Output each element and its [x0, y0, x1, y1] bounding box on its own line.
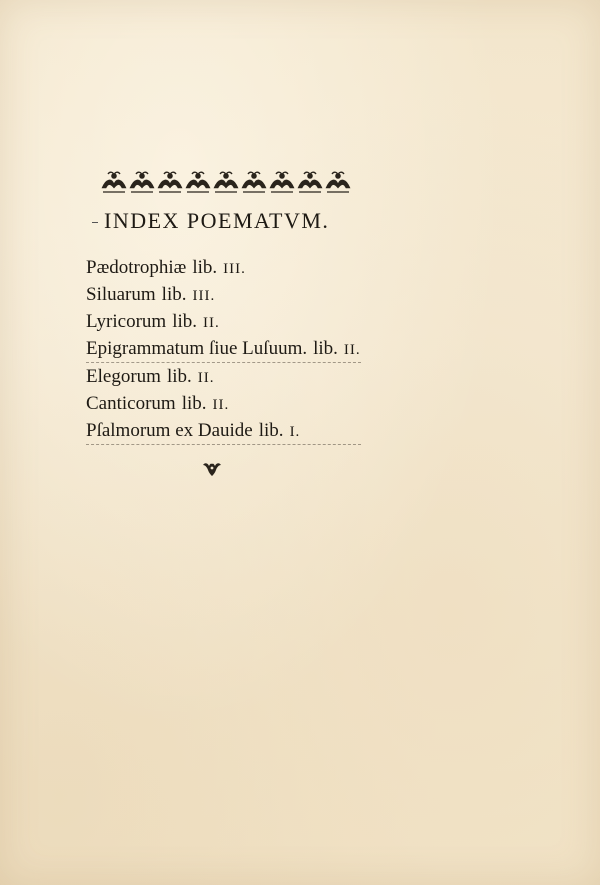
book-title: Siluarum: [86, 284, 156, 305]
book-count: II.: [343, 342, 361, 358]
fleuron-ornament: [202, 461, 222, 477]
floral-band-ornament: [100, 170, 355, 194]
title-text: INDEX POEMATVM.: [104, 208, 330, 233]
page-title: [92, 208, 329, 234]
book-count: II.: [203, 315, 220, 331]
book-abbrev: lib.: [258, 420, 284, 441]
book-count: I.: [289, 424, 301, 440]
book-title: Pſalmorum ex Dauide: [86, 420, 253, 441]
book-abbrev: lib.: [166, 366, 192, 387]
list-item: [86, 281, 361, 308]
book-abbrev: lib.: [192, 257, 218, 278]
poem-index-list: [86, 254, 361, 445]
book-abbrev: lib.: [172, 311, 198, 332]
list-item: [86, 363, 361, 390]
book-title: Lyricorum: [86, 311, 167, 332]
list-item: [86, 308, 361, 335]
book-abbrev: lib.: [313, 338, 338, 359]
title-dash: [92, 222, 98, 223]
list-item: [86, 417, 361, 445]
list-item: [86, 254, 361, 281]
book-abbrev: lib.: [161, 284, 187, 305]
book-title: Elegorum: [86, 366, 161, 387]
book-title: Epigrammatum ſiue Luſuum.: [86, 338, 308, 359]
book-count: II.: [197, 370, 215, 386]
list-item: [86, 335, 361, 363]
list-item: [86, 390, 361, 417]
book-abbrev: lib.: [181, 393, 207, 414]
book-count: II.: [212, 397, 230, 413]
book-count: III.: [192, 288, 216, 304]
book-title: Pædotrophiæ: [86, 257, 187, 278]
book-count: III.: [223, 261, 246, 277]
book-title: Canticorum: [86, 393, 176, 414]
